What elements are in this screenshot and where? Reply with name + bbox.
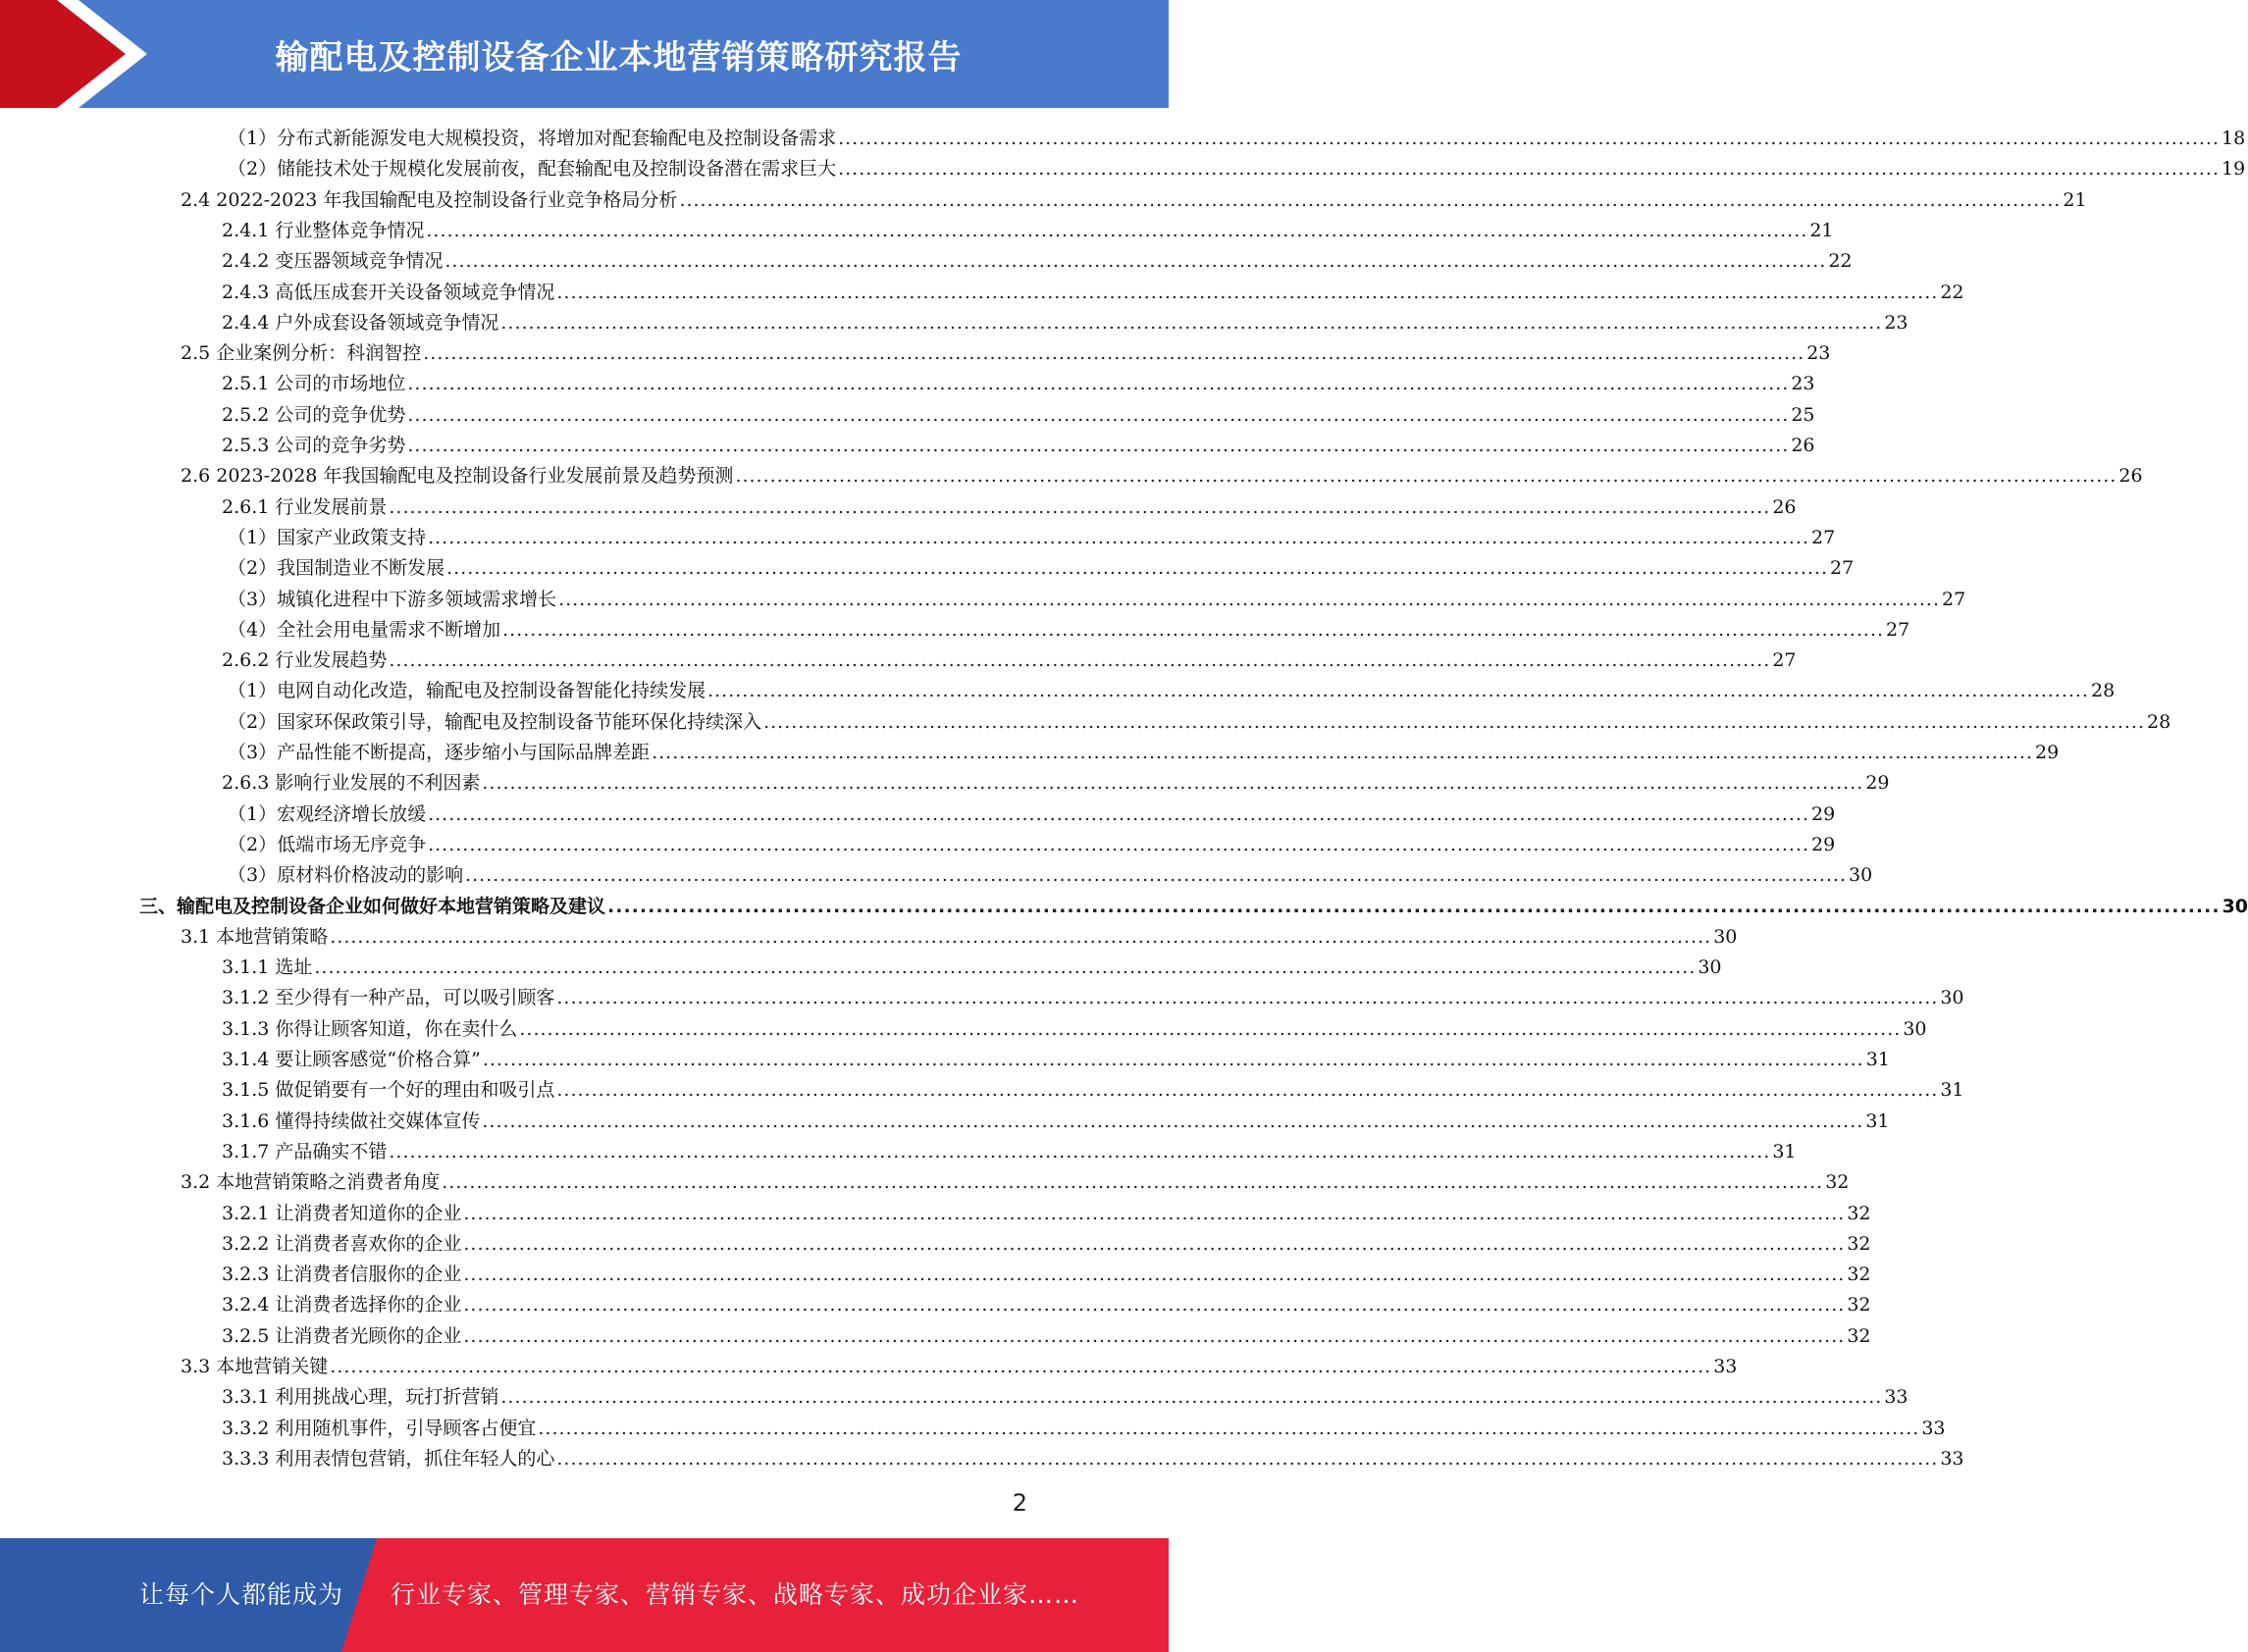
toc-entry[interactable] bbox=[181, 461, 2143, 491]
toc-entry-title: （1）宏观经济增长放缓 bbox=[228, 802, 427, 825]
toc-entry-title: 2.4.4 户外成套设备领域竞争情况 bbox=[222, 311, 499, 334]
toc-entry-page: 18 bbox=[2222, 128, 2246, 149]
toc-entry-title: （1）国家产业政策支持 bbox=[228, 526, 427, 548]
toc-entry-page: 28 bbox=[2091, 680, 2116, 702]
toc-entry[interactable] bbox=[222, 1382, 1908, 1413]
toc-entry-page: 33 bbox=[1713, 1356, 1738, 1377]
toc-leader-dots: ........................................................................................................................................................................................................ bbox=[556, 1079, 1939, 1102]
toc-entry[interactable] bbox=[228, 585, 1966, 615]
toc-entry-title: 3.1.1 选址 bbox=[222, 956, 313, 979]
toc-leader-dots: ........................................................................................................................................................................................................ bbox=[502, 618, 1885, 641]
toc-entry-title: （2）储能技术处于规模化发展前夜，配套输配电及控制设备潜在需求巨大 bbox=[228, 158, 837, 181]
toc-leader-dots: ........................................................................................................................................................................................................ bbox=[463, 1202, 1846, 1224]
toc-entry-page: 30 bbox=[1903, 1017, 1927, 1040]
toc-entry-page: 25 bbox=[1791, 403, 1815, 426]
report-title: 输配电及控制设备企业本地营销策略研究报告 bbox=[275, 37, 963, 77]
toc-leader-dots: ........................................................................................................................................................................................................ bbox=[389, 495, 1771, 518]
toc-entry-page: 32 bbox=[1847, 1294, 1871, 1316]
toc-entry-title: 2.4 2022-2023 年我国输配电及控制设备行业竞争格局分析 bbox=[181, 188, 678, 211]
toc-entry-title: 3.2.1 让消费者知道你的企业 bbox=[222, 1202, 462, 1224]
toc-entry-title: 3.2.3 让消费者信服你的企业 bbox=[222, 1264, 462, 1286]
toc-entry-page: 31 bbox=[1772, 1140, 1797, 1162]
toc-entry[interactable] bbox=[139, 892, 2248, 922]
toc-entry-title: 2.6.1 行业发展前景 bbox=[222, 495, 388, 518]
toc-leader-dots: ........................................................................................................................................................................................................ bbox=[465, 864, 1848, 887]
toc-entry[interactable] bbox=[222, 1045, 1890, 1075]
toc-entry[interactable] bbox=[222, 1107, 1890, 1137]
page-header bbox=[0, 0, 1169, 108]
toc-entry[interactable] bbox=[228, 523, 1836, 553]
toc-leader-dots: ........................................................................................................................................................................................................ bbox=[389, 649, 1771, 672]
toc-leader-dots: ........................................................................................................................................................................................................ bbox=[538, 1417, 1920, 1439]
toc-entry-title: （1）分布式新能源发电大规模投资，将增加对配套输配电及控制设备需求 bbox=[228, 128, 837, 149]
toc-entry-title: 2.6.3 影响行业发展的不利因素 bbox=[222, 772, 481, 795]
toc-entry[interactable] bbox=[222, 431, 1815, 461]
toc-entry-page: 30 bbox=[1698, 956, 1722, 979]
toc-entry-title: （3）城镇化进程中下游多领域需求增长 bbox=[228, 588, 557, 610]
toc-entry-title: 2.6 2023-2028 年我国输配电及控制设备行业发展前景及趋势预测 bbox=[181, 465, 734, 488]
toc-leader-dots: ........................................................................................................................................................................................................ bbox=[558, 588, 1941, 610]
toc-entry-title: 3.3 本地营销关键 bbox=[181, 1356, 329, 1377]
toc-leader-dots: ........................................................................................................................................................................................................ bbox=[407, 373, 1790, 395]
toc-entry-page: 27 bbox=[1811, 526, 1836, 548]
toc-leader-dots: ........................................................................................................................................................................................................ bbox=[652, 742, 2034, 763]
toc-entry-page: 33 bbox=[1940, 1447, 1964, 1470]
toc-entry-title: 3.1.6 懂得持续做社交媒体宣传 bbox=[222, 1110, 481, 1132]
toc-leader-dots: ........................................................................................................................................................................................................ bbox=[428, 833, 1810, 855]
toc-leader-dots: ........................................................................................................................................................................................................ bbox=[500, 1386, 1883, 1409]
toc-entry-title: 3.2 本地营销策略之消费者角度 bbox=[181, 1171, 441, 1194]
toc-entry-page: 30 bbox=[1849, 864, 1873, 887]
toc-entry-page: 27 bbox=[1830, 557, 1855, 580]
toc-leader-dots: ........................................................................................................................................................................................................ bbox=[500, 311, 1883, 334]
toc-leader-dots: ........................................................................................................................................................................................................ bbox=[463, 1232, 1846, 1255]
toc-entry[interactable] bbox=[222, 1014, 1927, 1045]
toc-leader-dots: ........................................................................................................................................................................................................ bbox=[735, 465, 2117, 488]
toc-entry-page: 33 bbox=[1884, 1386, 1908, 1409]
toc-entry-page: 23 bbox=[1791, 373, 1815, 395]
toc-entry[interactable] bbox=[222, 492, 1797, 523]
footer-slogan-right: 行业专家、管理专家、营销专家、战略专家、成功企业家…… bbox=[391, 1580, 1080, 1609]
toc-entry-title: 3.2.2 让消费者喜欢你的企业 bbox=[222, 1232, 462, 1255]
toc-leader-dots: ........................................................................................................................................................................................................ bbox=[463, 1294, 1846, 1316]
toc-entry-page: 29 bbox=[2035, 742, 2060, 763]
toc-entry-title: （3）原材料价格波动的影响 bbox=[228, 864, 464, 887]
toc-entry[interactable] bbox=[222, 308, 1908, 338]
toc-entry[interactable] bbox=[222, 1321, 1871, 1352]
toc-entry[interactable] bbox=[228, 707, 2171, 738]
footer-slogan-left: 让每个人都能成为 bbox=[139, 1580, 344, 1609]
toc-entry-page: 29 bbox=[1811, 833, 1836, 855]
toc-leader-dots: ........................................................................................................................................................................................................ bbox=[423, 342, 1805, 365]
toc-entry-title: 2.5.1 公司的市场地位 bbox=[222, 373, 406, 395]
toc-entry-title: 3.1.3 你得让顾客知道，你在卖什么 bbox=[222, 1017, 518, 1040]
toc-entry[interactable] bbox=[228, 676, 2116, 706]
toc-entry-title: （2）我国制造业不断发展 bbox=[228, 557, 445, 580]
toc-entry-page: 32 bbox=[1847, 1324, 1871, 1347]
toc-entry-page: 30 bbox=[2222, 895, 2248, 917]
toc-leader-dots: ........................................................................................................................................................................................................ bbox=[428, 526, 1810, 548]
toc-leader-dots: ........................................................................................................................................................................................................ bbox=[556, 987, 1939, 1009]
toc-leader-dots: ........................................................................................................................................................................................................ bbox=[407, 435, 1790, 456]
toc-entry[interactable] bbox=[222, 645, 1797, 676]
toc-leader-dots: ........................................................................................................................................................................................................ bbox=[389, 1140, 1771, 1162]
toc-entry-title: 2.5.3 公司的竞争劣势 bbox=[222, 435, 406, 456]
toc-entry-page: 31 bbox=[1865, 1049, 1890, 1070]
toc-entry[interactable] bbox=[228, 615, 1910, 645]
toc-leader-dots: ........................................................................................................................................................................................................ bbox=[463, 1324, 1846, 1347]
toc-entry[interactable] bbox=[228, 553, 1855, 584]
toc-entry-page: 31 bbox=[1865, 1110, 1890, 1132]
toc-entry-page: 31 bbox=[1940, 1079, 1964, 1102]
toc-entry[interactable] bbox=[222, 246, 1853, 277]
toc-entry-page: 22 bbox=[1940, 281, 1964, 303]
toc-entry[interactable] bbox=[222, 1444, 1964, 1474]
toc-entry-page: 23 bbox=[1806, 342, 1831, 365]
toc-entry-title: （2）国家环保政策引导，输配电及控制设备节能环保化持续深入 bbox=[228, 710, 762, 733]
toc-entry-title: 3.2.5 让消费者光顾你的企业 bbox=[222, 1324, 462, 1347]
toc-entry[interactable] bbox=[222, 1137, 1797, 1167]
toc-leader-dots: ........................................................................................................................................................................................................ bbox=[482, 1049, 1864, 1070]
toc-entry[interactable] bbox=[228, 154, 2246, 184]
toc-entry[interactable] bbox=[228, 860, 1873, 891]
toc-entry-page: 27 bbox=[1772, 649, 1797, 672]
toc-entry[interactable] bbox=[222, 400, 1815, 431]
toc-entry[interactable] bbox=[222, 369, 1815, 399]
toc-entry-title: 3.2.4 让消费者选择你的企业 bbox=[222, 1294, 462, 1316]
toc-entry[interactable] bbox=[222, 983, 1964, 1013]
toc-entry[interactable] bbox=[222, 1414, 1946, 1444]
toc-entry-page: 26 bbox=[1772, 495, 1797, 518]
toc-entry[interactable] bbox=[181, 185, 2087, 216]
page-footer bbox=[0, 1538, 1169, 1652]
toc-entry-title: 3.3.1 利用挑战心理，玩打折营销 bbox=[222, 1386, 499, 1409]
toc-entry-title: 3.1.5 做促销要有一个好的理由和吸引点 bbox=[222, 1079, 555, 1102]
toc-entry-title: 3.1.4 要让顾客感觉“价格合算” bbox=[222, 1049, 481, 1070]
toc-entry-page: 30 bbox=[1940, 987, 1964, 1009]
toc-entry[interactable] bbox=[181, 922, 1738, 953]
toc-entry-page: 21 bbox=[1809, 219, 1834, 241]
toc-entry-title: 3.1.7 产品确实不错 bbox=[222, 1140, 388, 1162]
toc-entry[interactable] bbox=[222, 1199, 1871, 1229]
toc-entry-page: 29 bbox=[1811, 802, 1836, 825]
toc-entry-page: 29 bbox=[1865, 772, 1890, 795]
toc-entry-page: 30 bbox=[1713, 925, 1738, 948]
toc-leader-dots: ........................................................................................................................................................................................................ bbox=[556, 1447, 1939, 1470]
toc-entry[interactable] bbox=[228, 738, 2060, 768]
toc-leader-dots: ........................................................................................................................................................................................................ bbox=[707, 680, 2090, 702]
toc-entry-page: 23 bbox=[1884, 311, 1908, 334]
toc-entry[interactable] bbox=[181, 1352, 1738, 1382]
toc-entry-title: 3.3.2 利用随机事件，引导顾客占便宜 bbox=[222, 1417, 537, 1439]
toc-leader-dots: ........................................................................................................................................................................................................ bbox=[607, 895, 2221, 917]
toc-leader-dots: ........................................................................................................................................................................................................ bbox=[519, 1017, 1902, 1040]
toc-entry[interactable] bbox=[228, 800, 1836, 830]
toc-entry[interactable] bbox=[222, 1075, 1964, 1106]
toc-leader-dots: ........................................................................................................................................................................................................ bbox=[482, 772, 1864, 795]
toc-entry[interactable] bbox=[222, 1260, 1871, 1290]
toc-leader-dots: ........................................................................................................................................................................................................ bbox=[482, 1110, 1864, 1132]
toc-entry-page: 33 bbox=[1921, 1417, 1946, 1439]
toc-leader-dots: ........................................................................................................................................................................................................ bbox=[407, 403, 1790, 426]
toc-entry-page: 21 bbox=[2063, 188, 2087, 211]
toc-entry-page: 27 bbox=[1942, 588, 1966, 610]
toc-entry-page: 32 bbox=[1847, 1264, 1871, 1286]
toc-entry-page: 28 bbox=[2147, 710, 2171, 733]
toc-entry[interactable] bbox=[181, 1167, 1850, 1198]
toc-entry-page: 32 bbox=[1847, 1232, 1871, 1255]
toc-leader-dots: ........................................................................................................................................................................................................ bbox=[446, 557, 1829, 580]
toc-leader-dots: ........................................................................................................................................................................................................ bbox=[444, 250, 1827, 273]
toc-entry[interactable] bbox=[222, 1290, 1871, 1320]
toc-entry-title: 2.4.3 高低压成套开关设备领域竞争情况 bbox=[222, 281, 555, 303]
toc-entry-title: 3.1 本地营销策略 bbox=[181, 925, 329, 948]
toc-entry[interactable] bbox=[222, 216, 1834, 246]
toc-entry-page: 27 bbox=[1886, 618, 1910, 641]
toc-entry-title: 2.5 企业案例分析：科润智控 bbox=[181, 342, 422, 365]
toc-entry-title: 2.6.2 行业发展趋势 bbox=[222, 649, 388, 672]
toc-entry-title: 2.5.2 公司的竞争优势 bbox=[222, 403, 406, 426]
toc-entry-page: 26 bbox=[2118, 465, 2143, 488]
toc-leader-dots: ........................................................................................................................................................................................................ bbox=[838, 128, 2221, 149]
toc-leader-dots: ........................................................................................................................................................................................................ bbox=[314, 956, 1697, 979]
toc-entry[interactable] bbox=[228, 830, 1836, 860]
toc-leader-dots: ........................................................................................................................................................................................................ bbox=[463, 1264, 1846, 1286]
toc-leader-dots: ........................................................................................................................................................................................................ bbox=[679, 188, 2062, 211]
toc-entry-page: 19 bbox=[2222, 158, 2246, 181]
toc-entry[interactable] bbox=[181, 338, 1831, 369]
toc-entry[interactable] bbox=[222, 278, 1964, 308]
toc-entry-title: （2）低端市场无序竞争 bbox=[228, 833, 427, 855]
toc-leader-dots: ........................................................................................................................................................................................................ bbox=[428, 802, 1810, 825]
toc-entry-title: 2.4.1 行业整体竞争情况 bbox=[222, 219, 425, 241]
toc-entry-title: 3.3.3 利用表情包营销，抓住年轻人的心 bbox=[222, 1447, 555, 1470]
toc-leader-dots: ........................................................................................................................................................................................................ bbox=[556, 281, 1939, 303]
toc-entry[interactable] bbox=[228, 124, 2246, 154]
toc-entry[interactable] bbox=[222, 1229, 1871, 1260]
toc-leader-dots: ........................................................................................................................................................................................................ bbox=[838, 158, 2221, 181]
toc-entry-page: 32 bbox=[1847, 1202, 1871, 1224]
toc-leader-dots: ........................................................................................................................................................................................................ bbox=[442, 1171, 1824, 1194]
page-number: 2 bbox=[1012, 1489, 1027, 1517]
toc-entry[interactable] bbox=[222, 953, 1722, 983]
toc-entry-title: 3.1.2 至少得有一种产品，可以吸引顾客 bbox=[222, 987, 555, 1009]
toc-entry-title: 2.4.2 变压器领域竞争情况 bbox=[222, 250, 444, 273]
toc-leader-dots: ........................................................................................................................................................................................................ bbox=[330, 1356, 1712, 1377]
toc-entry-title: （3）产品性能不断提高，逐步缩小与国际品牌差距 bbox=[228, 742, 651, 763]
toc-entry-page: 26 bbox=[1791, 435, 1815, 456]
toc-entry[interactable] bbox=[222, 768, 1890, 799]
toc-entry-page: 32 bbox=[1825, 1171, 1850, 1194]
toc-entry-title: （1）电网自动化改造，输配电及控制设备智能化持续发展 bbox=[228, 680, 706, 702]
toc-entry-title: （4）全社会用电量需求不断增加 bbox=[228, 618, 501, 641]
toc-leader-dots: ........................................................................................................................................................................................................ bbox=[763, 710, 2146, 733]
toc-leader-dots: ........................................................................................................................................................................................................ bbox=[426, 219, 1808, 241]
toc-leader-dots: ........................................................................................................................................................................................................ bbox=[330, 925, 1712, 948]
toc-entry-title: 三、输配电及控制设备企业如何做好本地营销策略及建议 bbox=[139, 895, 606, 917]
toc-entry-page: 22 bbox=[1828, 250, 1853, 273]
